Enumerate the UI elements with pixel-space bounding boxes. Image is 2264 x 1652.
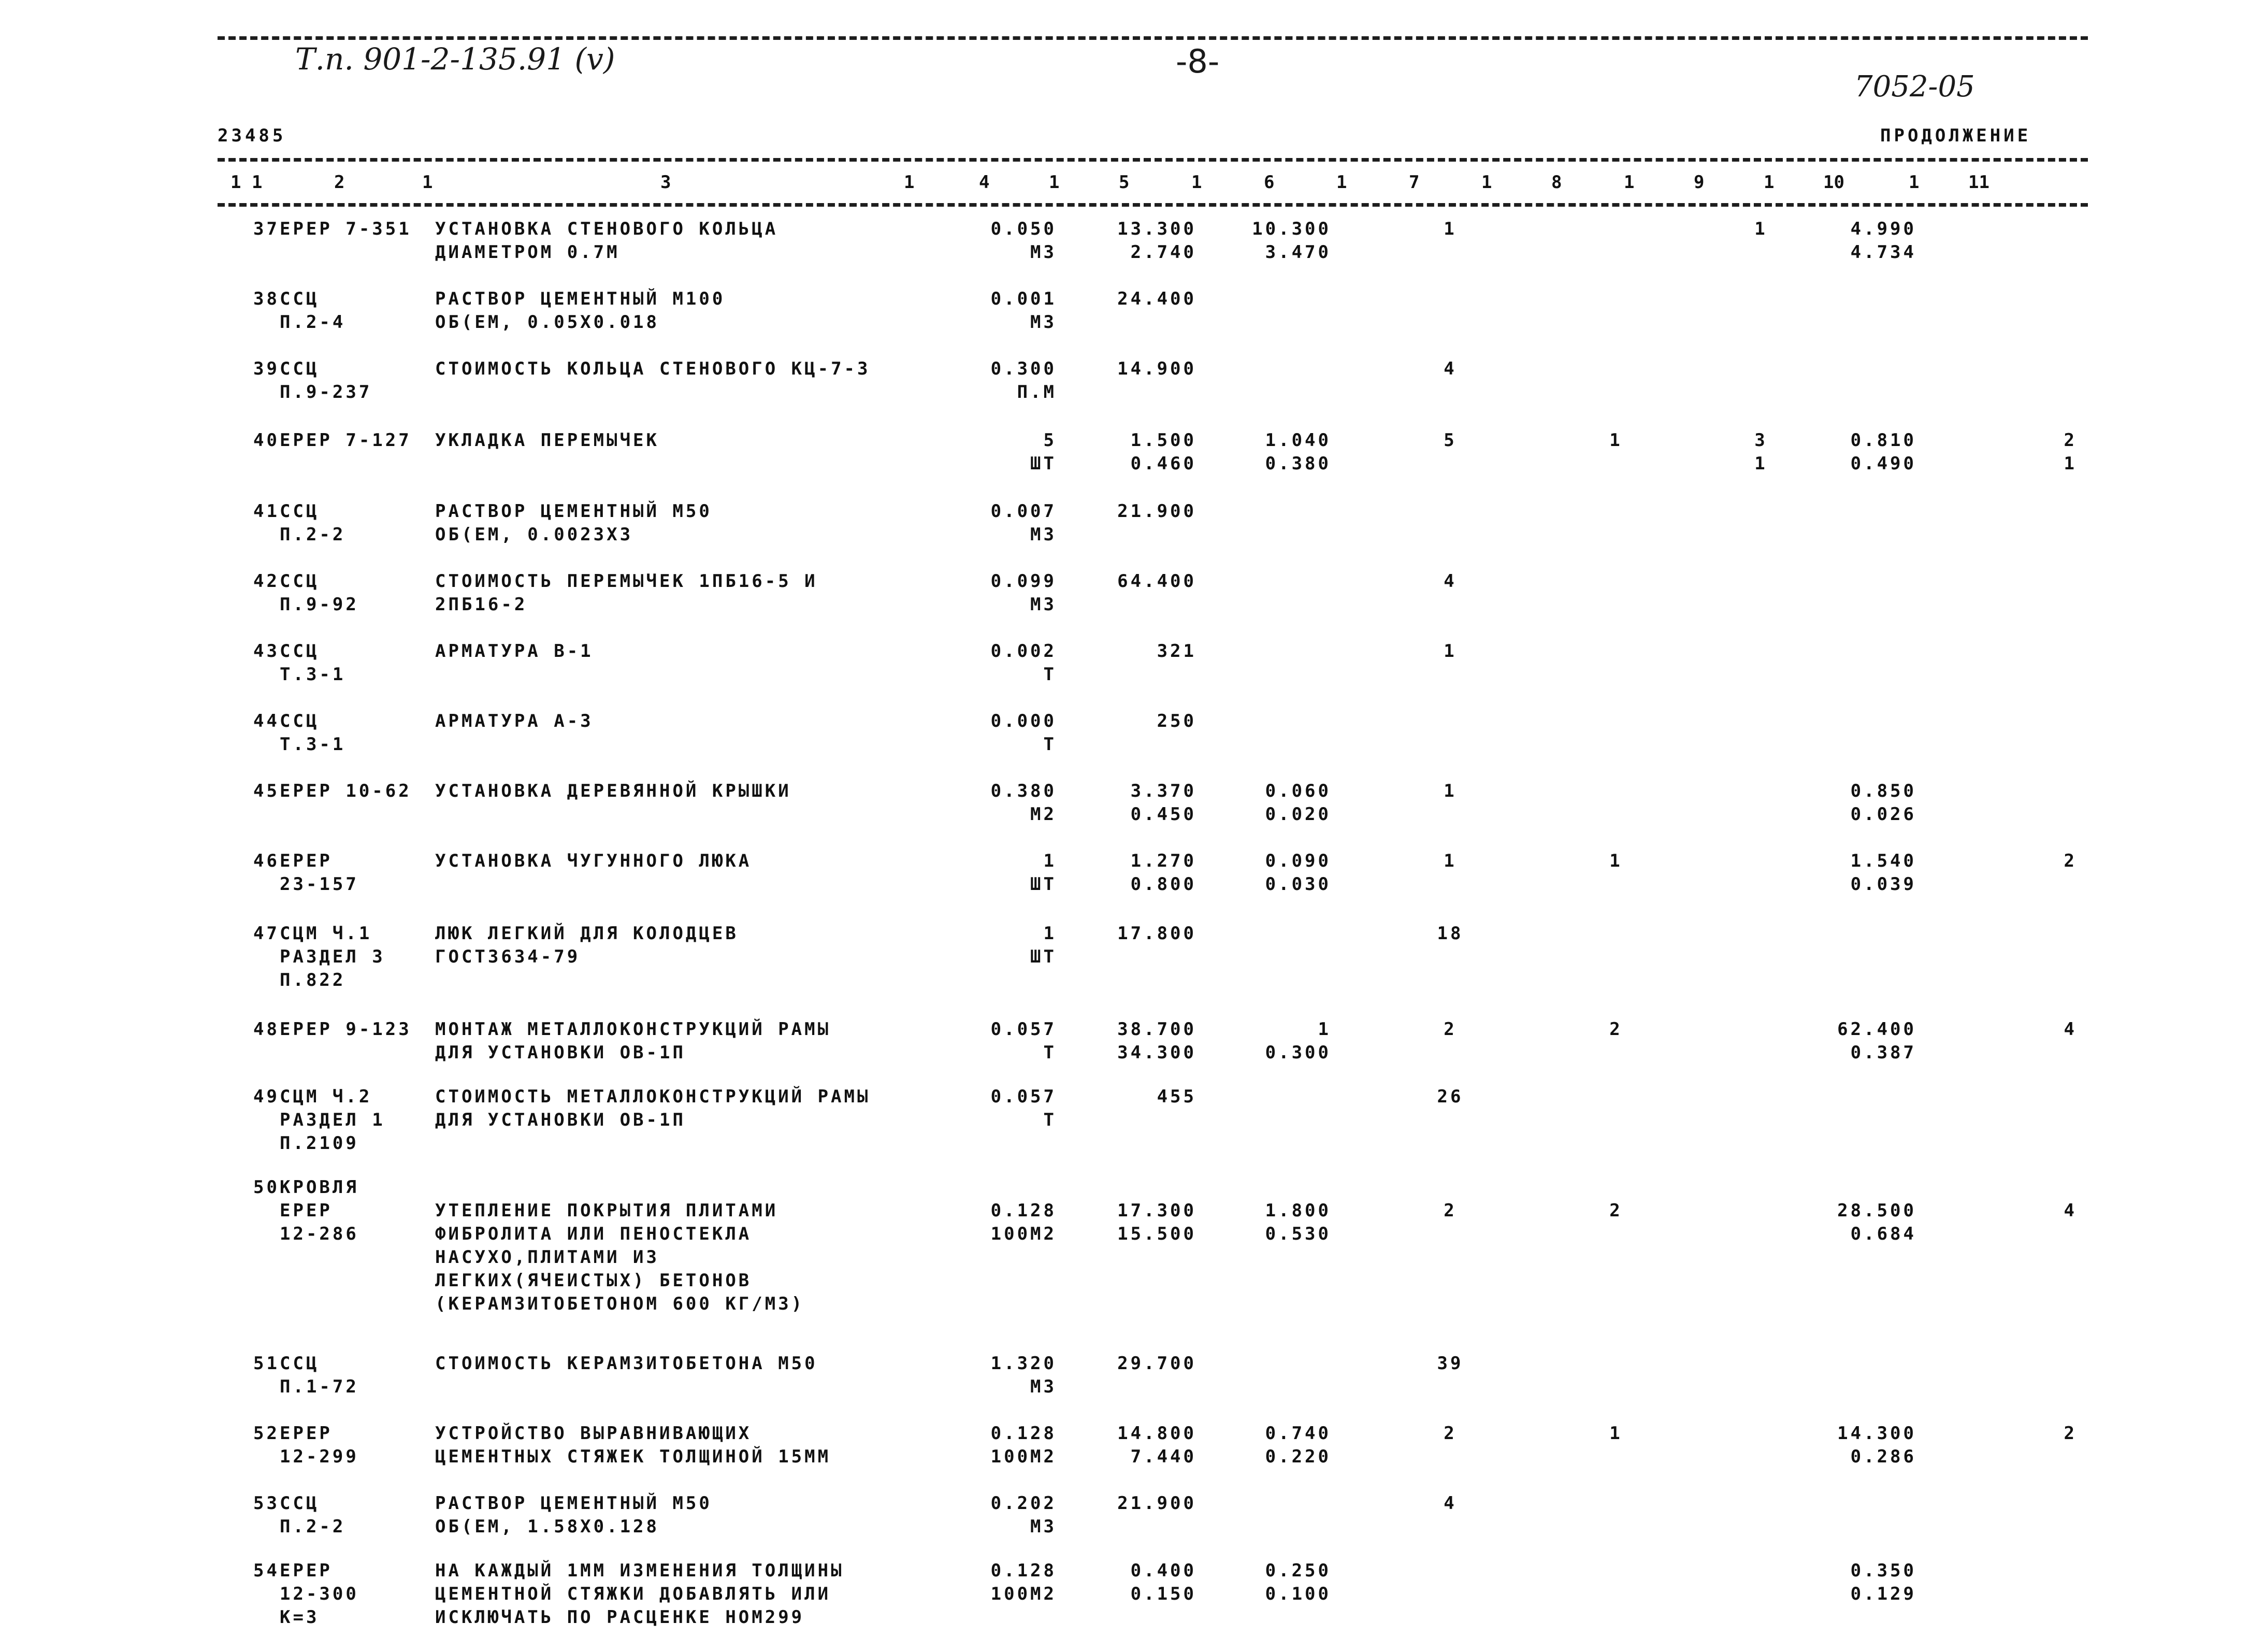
quantity-unit: 0.057 Т [990,1019,1057,1063]
unit-cost-total: 321 [1157,641,1196,662]
unit-cost-total: 14.900 [1117,358,1196,379]
column-header-cell: 1 [1764,172,1775,193]
quantity-unit: 0.000 Т [990,711,1057,755]
unit-cost-total: 17.800 [1117,923,1196,944]
row-number: 53 [253,1493,280,1514]
work-description: УСТРОЙСТВО ВЫРАВНИВАЮЩИХ ЦЕМЕНТНЫХ СТЯЖЕК ТОЛЩИНОЙ 15ММ [435,1423,831,1467]
labor-total: 4 [2064,1200,2077,1221]
unit-cost-machines: 1.800 0.530 [1265,1200,1331,1244]
cost-wages: 3 1 [1754,430,1768,474]
rate-code: ЕРЕР 9-123 [280,1019,412,1040]
unit-cost-total: 250 [1157,711,1196,731]
rate-code: ССЦ П.1-72 [280,1353,359,1397]
document-code: Т.п. 901-2-135.91 (v) [295,41,615,77]
quantity-unit: 0.128 100М2 [990,1200,1057,1244]
unit-cost-machines: 1.040 0.380 [1265,430,1331,474]
unit-cost-total: 1.500 0.460 [1130,430,1196,474]
unit-cost-machines: 10.300 3.470 [1252,219,1331,263]
labor-total: 2 1 [2064,430,2077,474]
row-number: 44 [253,711,280,731]
labor-total: 2 [2064,1423,2077,1444]
sheet-code: 7052-05 [1854,70,1975,104]
rate-code: СЦМ Ч.2 РАЗДЕЛ 1 П.2109 [280,1086,385,1154]
column-header-cell: 1 [1624,172,1635,193]
quantity-unit: 0.050 М3 [990,219,1057,263]
work-description: УСТАНОВКА ДЕРЕВЯННОЙ КРЫШКИ [435,781,791,801]
row-number: 48 [253,1019,280,1040]
column-header-cell: 4 [979,172,990,193]
rate-code: ССЦ Т.3-1 [280,641,346,685]
row-number: 43 [253,641,280,662]
quantity-unit: 0.300 П.М [990,358,1057,403]
rate-code: ЕРЕР 7-351 [280,219,412,239]
column-header-cell: 8 [1551,172,1562,193]
unit-cost-total: 455 [1157,1086,1196,1107]
labor-unit: 0.350 0.129 [1850,1560,1916,1604]
column-header-cell: 10 [1823,172,1844,193]
column-header-cell: 1 [1909,172,1920,193]
labor-unit: 4.990 4.734 [1850,219,1916,263]
rate-code: ССЦ Т.3-1 [280,711,346,755]
row-number: 38 [253,289,280,309]
cost-total: 1 [1444,641,1457,662]
cost-total: 4 [1444,358,1457,379]
rate-code: ССЦ П.9-92 [280,571,359,615]
quantity-unit: 0.002 Т [990,641,1057,685]
work-description: УТЕПЛЕНИЕ ПОКРЫТИЯ ПЛИТАМИ ФИБРОЛИТА ИЛИ ПЕНОСТЕКЛА НАСУХО,ПЛИТАМИ ИЗ ЛЕГКИХ(ЯЧЕИСТЫХ) БЕТОНОВ (КЕРАМЗИТОБЕТОНОМ 600 КГ/М3) [435,1200,805,1314]
cost-total: 2 [1444,1019,1457,1040]
rate-code: КРОВЛЯ ЕРЕР 12-286 [280,1177,359,1244]
rate-code: ЕРЕР 10-62 [280,781,412,801]
row-number: 42 [253,571,280,592]
cost-total: 39 [1437,1353,1464,1374]
labor-total: 2 [2064,851,2077,871]
unit-cost-total: 13.300 2.740 [1117,219,1196,263]
quantity-unit: 0.099 М3 [990,571,1057,615]
continuation-label: ПРОДОЛЖЕНИЕ [1880,125,2031,146]
rate-code: ЕРЕР 12-300 К=3 [280,1560,359,1628]
labor-unit: 62.400 0.387 [1837,1019,1916,1063]
column-header-cell: 1 1 [230,172,263,193]
cost-total: 2 [1444,1200,1457,1221]
row-number: 47 [253,923,280,944]
rate-code: СЦМ Ч.1 РАЗДЕЛ 3 П.822 [280,923,385,990]
row-number: 52 [253,1423,280,1444]
rate-code: ССЦ П.2-2 [280,1493,346,1537]
work-description: РАСТВОР ЦЕМЕНТНЫЙ М100 ОБ(ЕМ, 0.05Х0.018 [435,289,726,333]
row-number: 45 [253,781,280,801]
row-number: 46 [253,851,280,871]
unit-cost-total: 14.800 7.440 [1117,1423,1196,1467]
labor-total: 4 [2064,1019,2077,1040]
row-number: 39 [253,358,280,379]
unit-cost-machines: 0.250 0.100 [1265,1560,1331,1604]
left-code: 23485 [218,125,286,146]
column-header-cell: 3 [660,172,671,193]
unit-cost-total: 0.400 0.150 [1130,1560,1196,1604]
column-header-cell: 7 [1409,172,1420,193]
row-number: 37 [253,219,280,239]
quantity-unit: 5 ШТ [1030,430,1057,474]
unit-cost-total: 38.700 34.300 [1117,1019,1196,1063]
work-description: РАСТВОР ЦЕМЕНТНЫЙ М50 ОБ(ЕМ, 1.58Х0.128 [435,1493,712,1537]
top-dashed-rule [218,36,2088,40]
cost-total: 1 [1444,851,1457,871]
work-description: СТОИМОСТЬ КОЛЬЦА СТЕНОВОГО КЦ-7-3 [435,358,871,379]
row-number: 54 [253,1560,280,1581]
unit-cost-machines: 1 0.300 [1265,1019,1331,1063]
cost-machines: 2 [1609,1019,1623,1040]
rate-code: ССЦ П.9-237 [280,358,372,403]
cost-total: 4 [1444,571,1457,592]
work-description: УКЛАДКА ПЕРЕМЫЧЕК [435,430,659,451]
work-description: АРМАТУРА В-1 [435,641,594,662]
quantity-unit: 0.128 100М2 [990,1560,1057,1604]
rate-code: ССЦ П.2-2 [280,501,346,545]
rate-code: ССЦ П.2-4 [280,289,346,333]
rate-code: ЕРЕР 7-127 [280,430,412,451]
unit-cost-total: 3.370 0.450 [1130,781,1196,825]
work-description: РАСТВОР ЦЕМЕНТНЫЙ М50 ОБ(ЕМ, 0.0023Х3 [435,501,712,545]
cost-total: 4 [1444,1493,1457,1514]
column-header-cell: 11 [1968,172,1989,193]
column-header-cell: 1 [422,172,433,193]
row-number: 49 [253,1086,280,1107]
unit-cost-total: 21.900 [1117,1493,1196,1514]
column-header-cell: 6 [1264,172,1275,193]
rate-code: ЕРЕР 23-157 [280,851,359,895]
header-top-rule [218,158,2088,162]
unit-cost-total: 1.270 0.800 [1130,851,1196,895]
work-description: СТОИМОСТЬ КЕРАМЗИТОБЕТОНА М50 [435,1353,818,1374]
rate-code: ЕРЕР 12-299 [280,1423,359,1467]
page-number: -8- [1176,42,1220,80]
unit-cost-machines: 0.740 0.220 [1265,1423,1331,1467]
unit-cost-total: 64.400 [1117,571,1196,592]
column-header-cell: 1 [1336,172,1347,193]
unit-cost-total: 29.700 [1117,1353,1196,1374]
unit-cost-machines: 0.090 0.030 [1265,851,1331,895]
column-header-cell: 1 [1191,172,1202,193]
column-header-cell: 9 [1694,172,1705,193]
quantity-unit: 1.320 М3 [990,1353,1057,1397]
cost-total: 2 [1444,1423,1457,1444]
work-description: ЛЮК ЛЕГКИЙ ДЛЯ КОЛОДЦЕВ ГОСТ3634-79 [435,923,739,967]
header-bottom-rule [218,203,2088,207]
work-description: СТОИМОСТЬ МЕТАЛЛОКОНСТРУКЦИЙ РАМЫ ДЛЯ УСТАНОВКИ ОВ-1П [435,1086,871,1130]
column-header-cell: 2 [334,172,345,193]
quantity-unit: 1 ШТ [1030,923,1057,967]
cost-wages: 1 [1754,219,1768,239]
work-description: НА КАЖДЫЙ 1ММ ИЗМЕНЕНИЯ ТОЛЩИНЫ ЦЕМЕНТНОЙ СТЯЖКИ ДОБАВЛЯТЬ ИЛИ ИСКЛЮЧАТЬ ПО РАСЦЕНКЕ НОМ299 [435,1560,844,1628]
quantity-unit: 0.128 100М2 [990,1423,1057,1467]
cost-total: 5 [1444,430,1457,451]
work-description: УСТАНОВКА ЧУГУННОГО ЛЮКА [435,851,752,871]
column-header-cell: 1 [904,172,915,193]
column-header-cell: 5 [1119,172,1130,193]
cost-total: 26 [1437,1086,1464,1107]
column-header-cell: 1 [1481,172,1492,193]
quantity-unit: 0.380 М2 [990,781,1057,825]
labor-unit: 28.500 0.684 [1837,1200,1916,1244]
unit-cost-total: 21.900 [1117,501,1196,522]
unit-cost-machines: 0.060 0.020 [1265,781,1331,825]
quantity-unit: 0.001 М3 [990,289,1057,333]
cost-total: 18 [1437,923,1464,944]
work-description: УСТАНОВКА СТЕНОВОГО КОЛЬЦА ДИАМЕТРОМ 0.7М [435,219,778,263]
work-description: АРМАТУРА А-3 [435,711,594,731]
labor-unit: 1.540 0.039 [1850,851,1916,895]
quantity-unit: 0.057 Т [990,1086,1057,1130]
quantity-unit: 1 ШТ [1030,851,1057,895]
cost-machines: 1 [1609,851,1623,871]
work-description: СТОИМОСТЬ ПЕРЕМЫЧЕК 1ПБ16-5 И 2ПБ16-2 [435,571,818,615]
labor-unit: 0.850 0.026 [1850,781,1916,825]
cost-total: 1 [1444,781,1457,801]
work-description: МОНТАЖ МЕТАЛЛОКОНСТРУКЦИЙ РАМЫ ДЛЯ УСТАНОВКИ ОВ-1П [435,1019,831,1063]
row-number: 51 [253,1353,280,1374]
row-number: 50 [253,1177,280,1198]
cost-machines: 2 [1609,1200,1623,1221]
quantity-unit: 0.202 М3 [990,1493,1057,1537]
cost-total: 1 [1444,219,1457,239]
column-header-cell: 1 [1049,172,1060,193]
row-number: 41 [253,501,280,522]
labor-unit: 14.300 0.286 [1837,1423,1916,1467]
cost-machines: 1 [1609,1423,1623,1444]
unit-cost-total: 17.300 15.500 [1117,1200,1196,1244]
unit-cost-total: 24.400 [1117,289,1196,309]
quantity-unit: 0.007 М3 [990,501,1057,545]
row-number: 40 [253,430,280,451]
cost-machines: 1 [1609,430,1623,451]
labor-unit: 0.810 0.490 [1850,430,1916,474]
